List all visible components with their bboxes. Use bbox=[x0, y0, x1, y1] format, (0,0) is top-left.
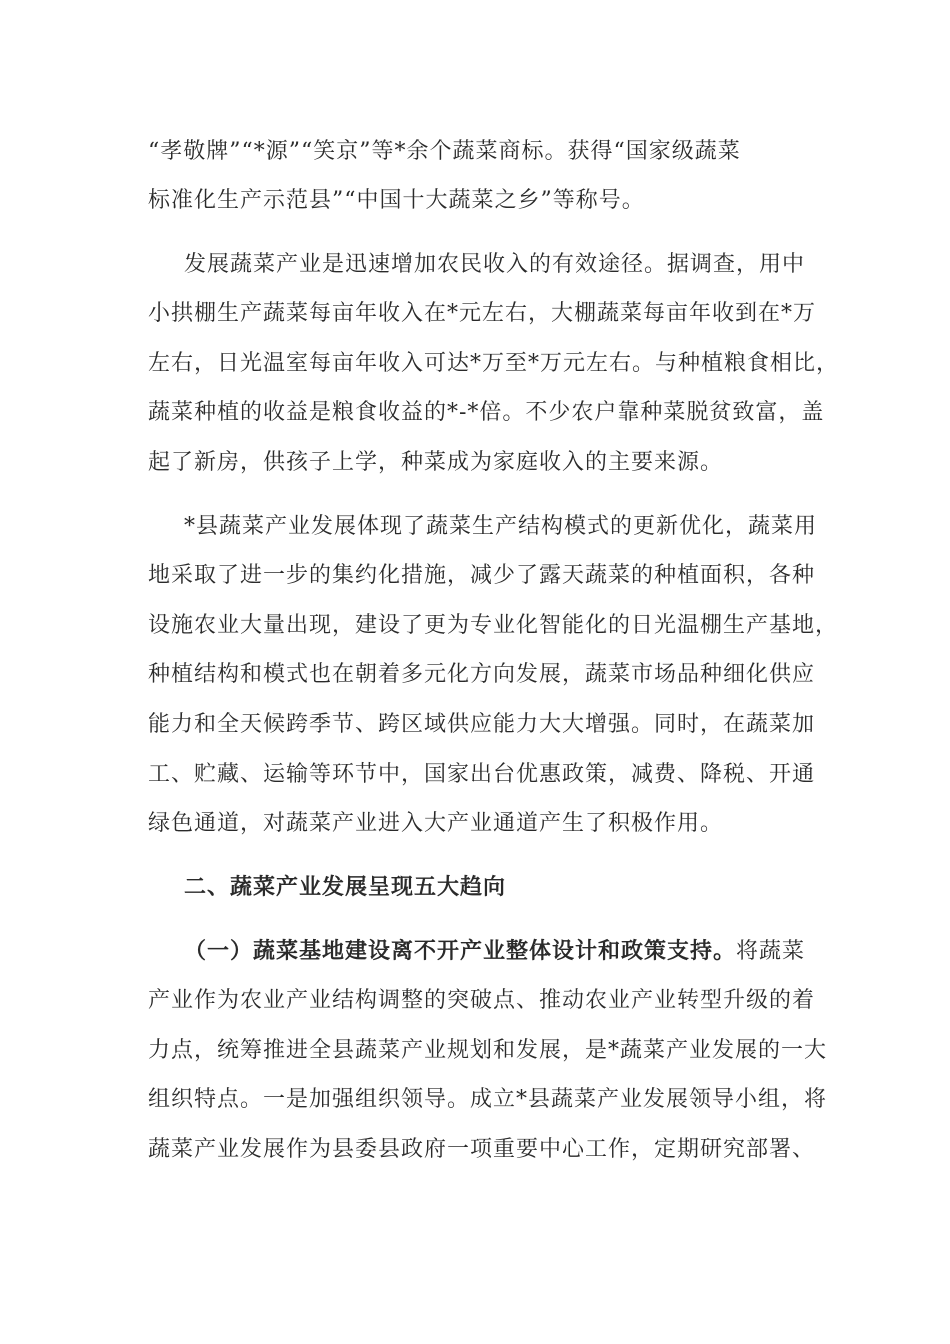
paragraph-3-line-5: 能力和全天候跨季节、跨区域供应能力大大增强。同时，在蔬菜加 bbox=[148, 712, 816, 737]
paragraph-4-line-4: 组织特点。一是加强组织领导。成立*县蔬菜产业发展领导小组，将 bbox=[148, 1087, 828, 1112]
paragraph-3-line-4: 种植结构和模式也在朝着多元化方向发展，蔬菜市场品种细化供应 bbox=[148, 662, 816, 687]
paragraph-2-line-3: 左右，日光温室每亩年收入可达*万至*万元左右。与种植粮食相比， bbox=[148, 351, 840, 376]
paragraph-4-line-3: 力点，统筹推进全县蔬菜产业规划和发展，是*蔬菜产业发展的一大 bbox=[148, 1038, 828, 1063]
section-heading: 二、蔬菜产业发展呈现五大趋向 bbox=[184, 875, 507, 900]
paragraph-4-bold-lead: （一）蔬菜基地建设离不开产业整体设计和政策支持。 bbox=[184, 939, 737, 964]
paragraph-4-line-1-rest: 将蔬菜 bbox=[736, 939, 806, 964]
paragraph-4-line-1 bbox=[184, 937, 805, 967]
paragraph-2-line-5: 起了新房，供孩子上学，种菜成为家庭收入的主要来源。 bbox=[148, 450, 724, 475]
paragraph-3-line-2: 地采取了进一步的集约化措施，减少了露天蔬菜的种植面积，各种 bbox=[148, 563, 816, 588]
paragraph-2-line-4: 蔬菜种植的收益是粮食收益的*-*倍。不少农户靠种菜脱贫致富，盖 bbox=[148, 400, 825, 425]
paragraph-1-line-1: “孝敬牌”“*源”“笑京”等*余个蔬菜商标。获得“国家级蔬菜 bbox=[148, 139, 741, 164]
paragraph-3-line-3: 设施农业大量出现，建设了更为专业化智能化的日光温棚生产基地， bbox=[148, 613, 839, 638]
paragraph-1-line-2: 标准化生产示范县”“中国十大蔬菜之乡”等称号。 bbox=[148, 188, 645, 213]
paragraph-2-line-2: 小拱棚生产蔬菜每亩年收入在*元左右，大棚蔬菜每亩年收到在*万 bbox=[148, 301, 817, 326]
paragraph-2-line-1: 发展蔬菜产业是迅速增加农民收入的有效途径。据调查，用中 bbox=[184, 252, 806, 277]
paragraph-4-line-2: 产业作为农业产业结构调整的突破点、推动农业产业转型升级的着 bbox=[148, 988, 816, 1013]
paragraph-3-line-7: 绿色通道，对蔬菜产业进入大产业通道产生了积极作用。 bbox=[148, 811, 724, 836]
paragraph-3-line-1: *县蔬菜产业发展体现了蔬菜生产结构模式的更新优化，蔬菜用 bbox=[184, 514, 818, 539]
paragraph-4-line-5: 蔬菜产业发展作为县委县政府一项重要中心工作，定期研究部署、 bbox=[148, 1137, 816, 1162]
paragraph-3-line-6: 工、贮藏、运输等环节中，国家出台优惠政策，减费、降税、开通 bbox=[148, 762, 816, 787]
